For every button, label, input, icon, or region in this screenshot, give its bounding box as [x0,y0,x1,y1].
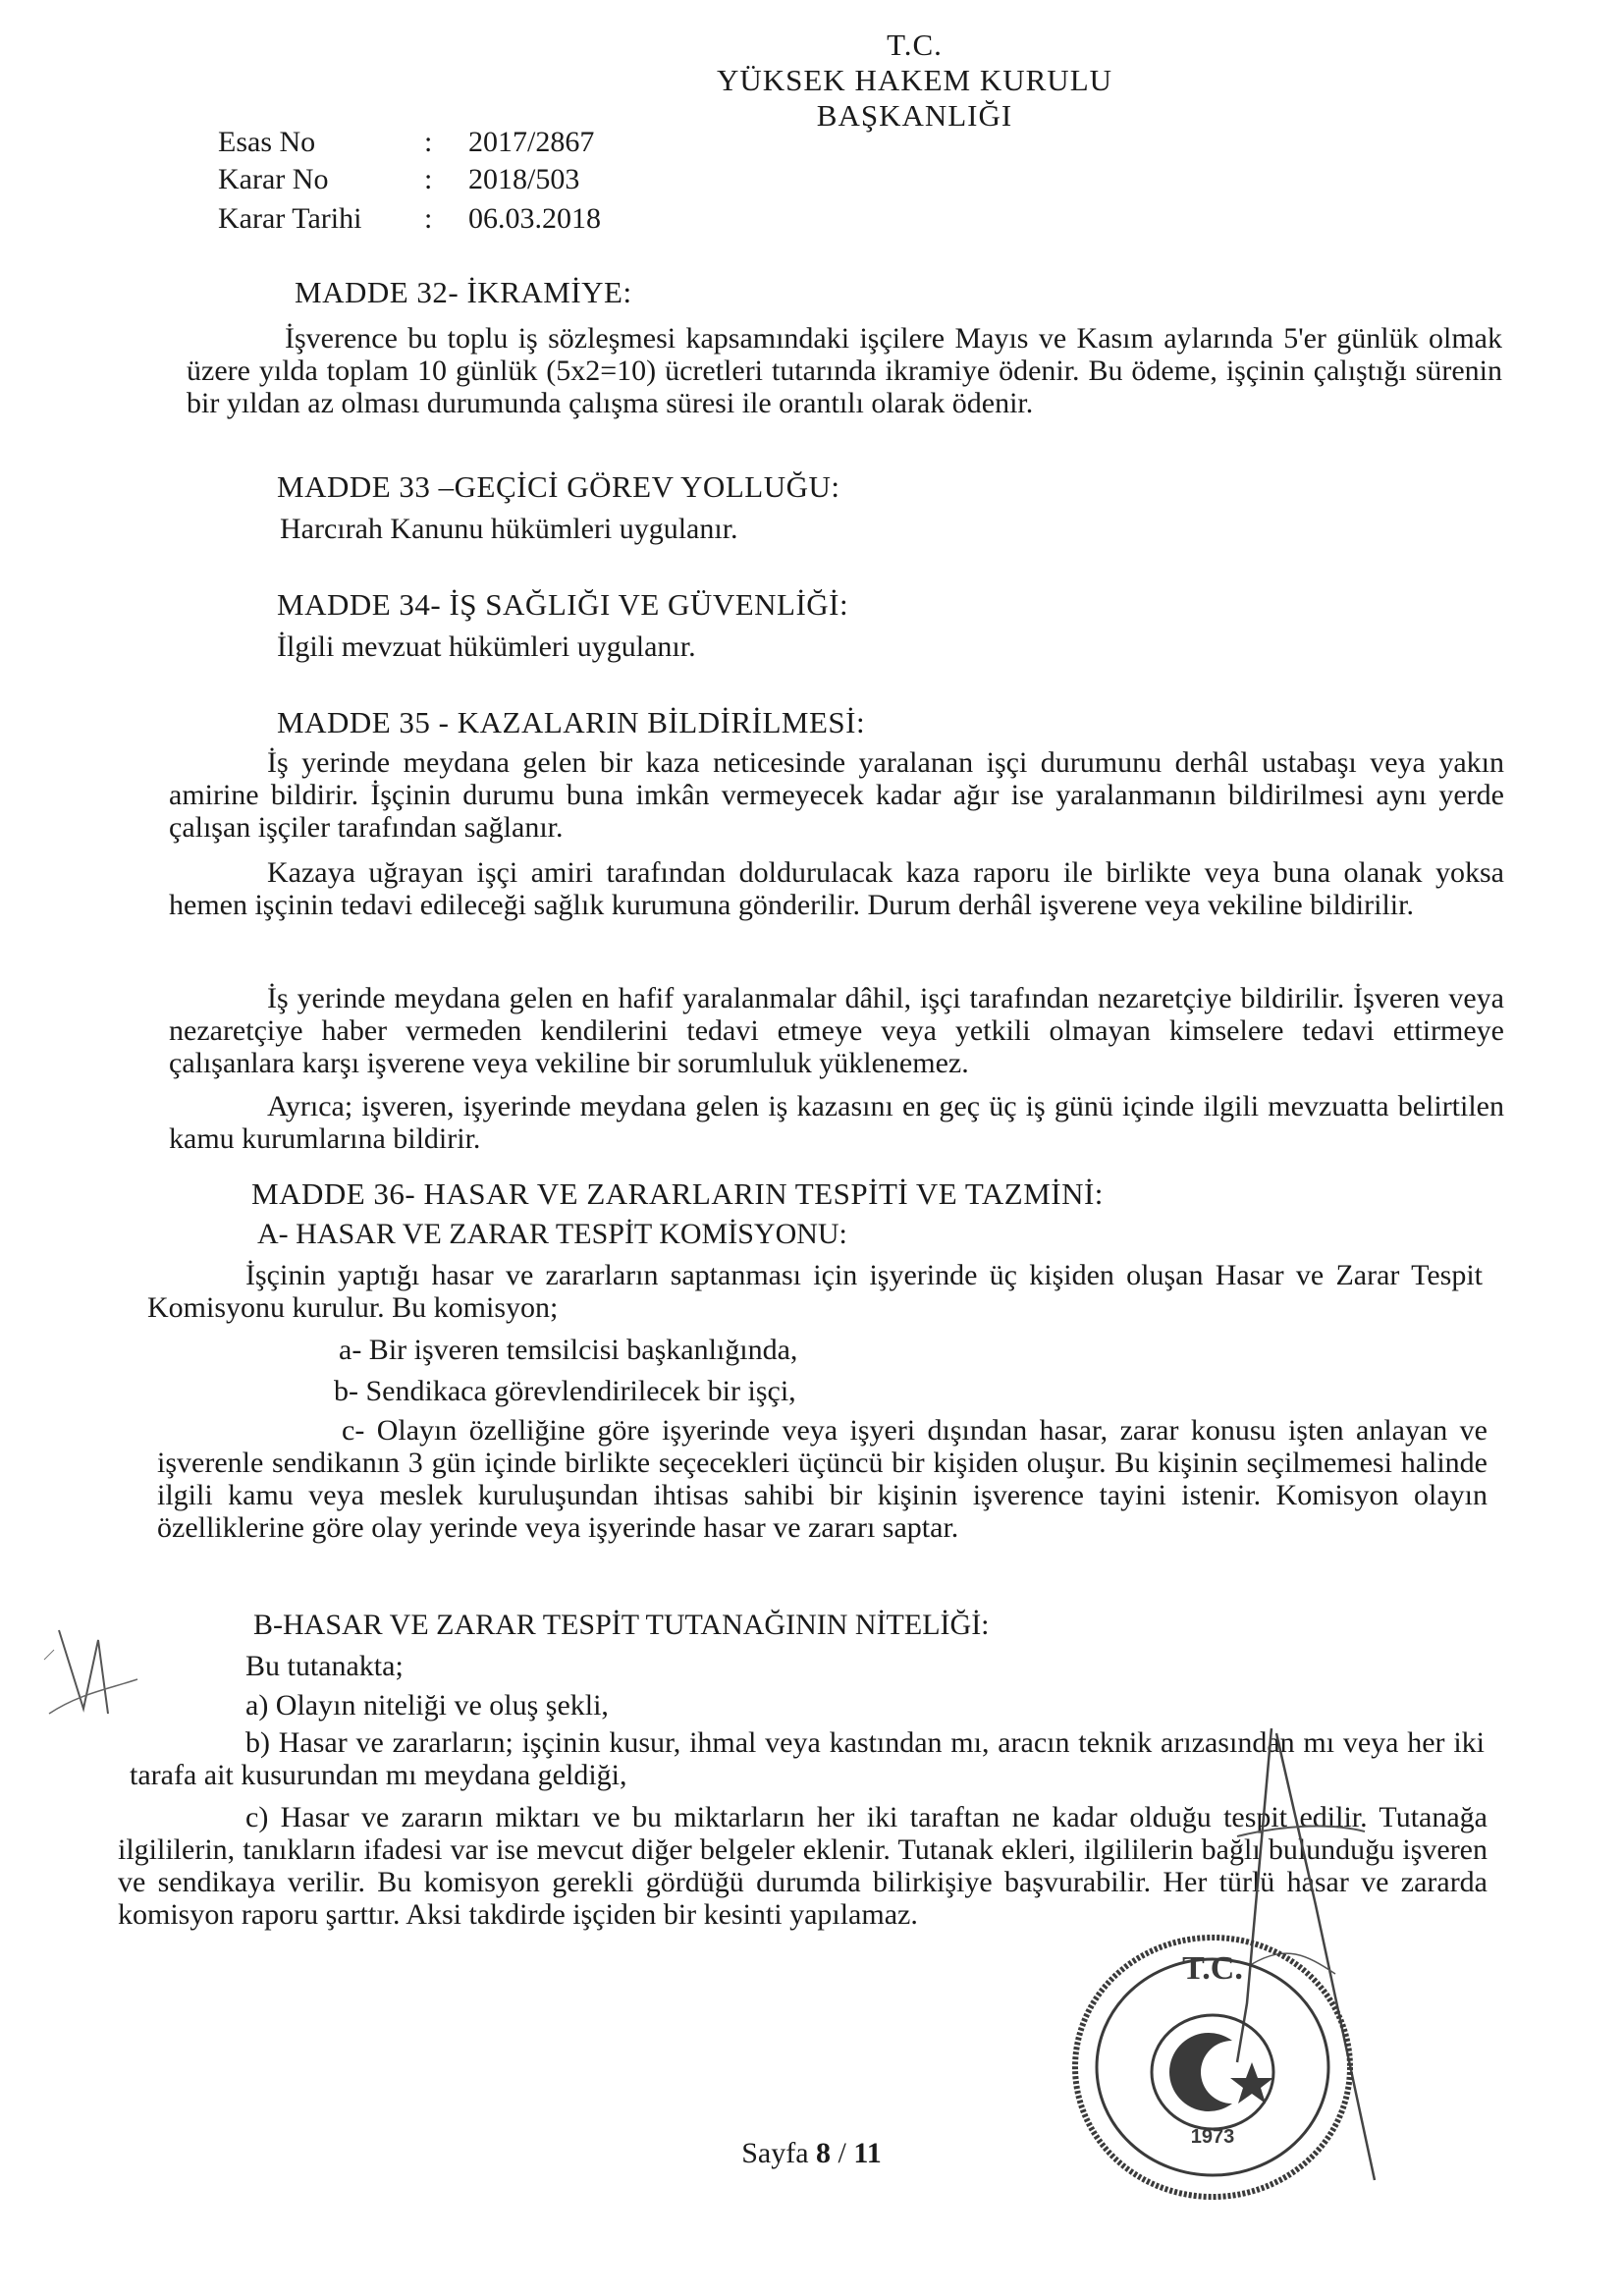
madde-36-sub-b: B-HASAR VE ZARAR TESPİT TUTANAĞININ NİTELİĞİ: [253,1609,990,1641]
page-number: Sayfa 8 / 11 [741,2137,882,2169]
madde-36-para-a: İşçinin yaptığı hasar ve zararların saptanması için işyerinde üç kişiden oluşan Hasar ve Zarar Tespit Komisyonu kurulur. Bu komisyon; [147,1259,1483,1324]
header-institution: YÜKSEK HAKEM KURULU [716,63,1113,97]
seal-top-text: T.C. [1182,1950,1243,1987]
meta-esas-no: Esas No : 2017/2867 [218,126,595,158]
seal-year: 1973 [1190,2126,1235,2148]
madde-34-text: İlgili mevzuat hükümleri uygulanır. [277,630,696,663]
madde-36-item-a: a- Bir işveren temsilcisi başkanlığında, [339,1334,798,1366]
madde-35-heading: MADDE 35 - KAZALARIN BİLDİRİLMESİ: [277,705,866,739]
madde-36-b-item-b: b) Hasar ve zararların; işçinin kusur, ihmal veya kastından mı, aracın teknik arızasından mı veya her iki tarafa ait kusurundan mı meydana geldiği, [130,1726,1485,1791]
header-presidency: BAŞKANLIĞI [816,98,1013,133]
madde-32-heading: MADDE 32- İKRAMİYE: [295,275,632,309]
madde-35-para-3: İş yerinde meydana gelen en hafif yaralanmalar dâhil, işçi tarafından nezaretçiye bildirilir. İşveren veya nezaretçiye haber vermeden kendilerini tedavi etmeye veya yetkili olmayan kimselere tedavi ettirmeye çalışanlara karşı işverene veya vekiline bir sorumluluk yüklenemez. [169,982,1504,1079]
madde-32-text: İşverence bu toplu iş sözleşmesi kapsamındaki işçilere Mayıs ve Kasım aylarında 5'er günlük olmak üzere yılda toplam 10 günlük (5x2=10) ücretleri tutarında ikramiye ödenir. Bu ödeme, işçinin çalıştığı sürenin bir yıldan az olması durumunda çalışma süresi ile orantılı olarak ödenir. [187,322,1502,419]
madde-35-para-2: Kazaya uğrayan işçi amiri tarafından doldurulacak kaza raporu ile birlikte veya buna olanak yoksa hemen işçinin tedavi edileceği sağlık kurumuna gönderilir. Durum derhâl işverene veya vekiline bildirilir. [169,856,1504,921]
madde-33-heading: MADDE 33 –GEÇİCİ GÖREV YOLLUĞU: [277,469,840,504]
madde-35-para-1: İş yerinde meydana gelen bir kaza neticesinde yaralanan işçi durumunu derhâl ustabaşı veya yakın amirine bildirir. İşçinin durumu buna imkân vermeyecek kadar ağır ise yaralanmanın bildirilmesi aynı yerde çalışan işçiler tarafından sağlanır. [169,746,1504,844]
madde-36-b-item-a: a) Olayın niteliği ve oluş şekli, [245,1689,609,1722]
madde-34-heading: MADDE 34- İŞ SAĞLIĞI VE GÜVENLİĞİ: [277,587,849,622]
header-tc: T.C. [887,27,943,62]
madde-36-item-b: b- Sendikaca görevlendirilecek bir işçi, [334,1375,796,1407]
madde-36-sub-a: A- HASAR VE ZARAR TESPİT KOMİSYONU: [257,1218,847,1250]
madde-35-para-4: Ayrıca; işveren, işyerinde meydana gelen iş kazasını en geç üç iş günü içinde ilgili mevzuatta belirtilen kamu kurumlarına bildirir. [169,1090,1504,1155]
madde-36-item-c: c- Olayın özelliğine göre işyerinde veya işyeri dışından hasar, zarar konusu işten anlayan ve işverenle sendikanın 3 gün içinde birlikte seçecekleri üçüncü bir kişiden oluşur. Bu kişinin seçilmemesi halinde ilgili kamu veya meslek kuruluşundan ihtisas sahibi bir kişinin işverence tayini istenir. Komisyon olayın özelliklerine göre olay yerinde veya işyerinde hasar ve zararı saptar. [157,1414,1488,1544]
madde-33-text: Harcırah Kanunu hükümleri uygulanır. [280,513,738,545]
madde-36-b-intro: Bu tutanakta; [245,1650,404,1682]
initials-signature [39,1620,147,1738]
meta-karar-no: Karar No : 2018/503 [218,163,580,195]
meta-karar-tarihi: Karar Tarihi : 06.03.2018 [218,202,601,235]
madde-36-b-item-c: c) Hasar ve zararın miktarı ve bu miktarların her iki taraftan ne kadar olduğu tespit edilir. Tutanağa ilgililerin, tanıkların ifadesi var ise mevcut diğer belgeler eklenir. Tutanak ekleri, ilgililerin bağlı bulunduğu işveren ve sendikaya verilir. Bu komisyon gerekli gördüğü durumda bilirkişiye başvurabilir. Her türlü hasar ve zararda komisyon raporu şarttır. Aksi takdirde işçiden bir kesinti yapılamaz. [118,1801,1488,1931]
madde-36-heading: MADDE 36- HASAR VE ZARARLARIN TESPİTİ VE TAZMİNİ: [251,1176,1104,1211]
